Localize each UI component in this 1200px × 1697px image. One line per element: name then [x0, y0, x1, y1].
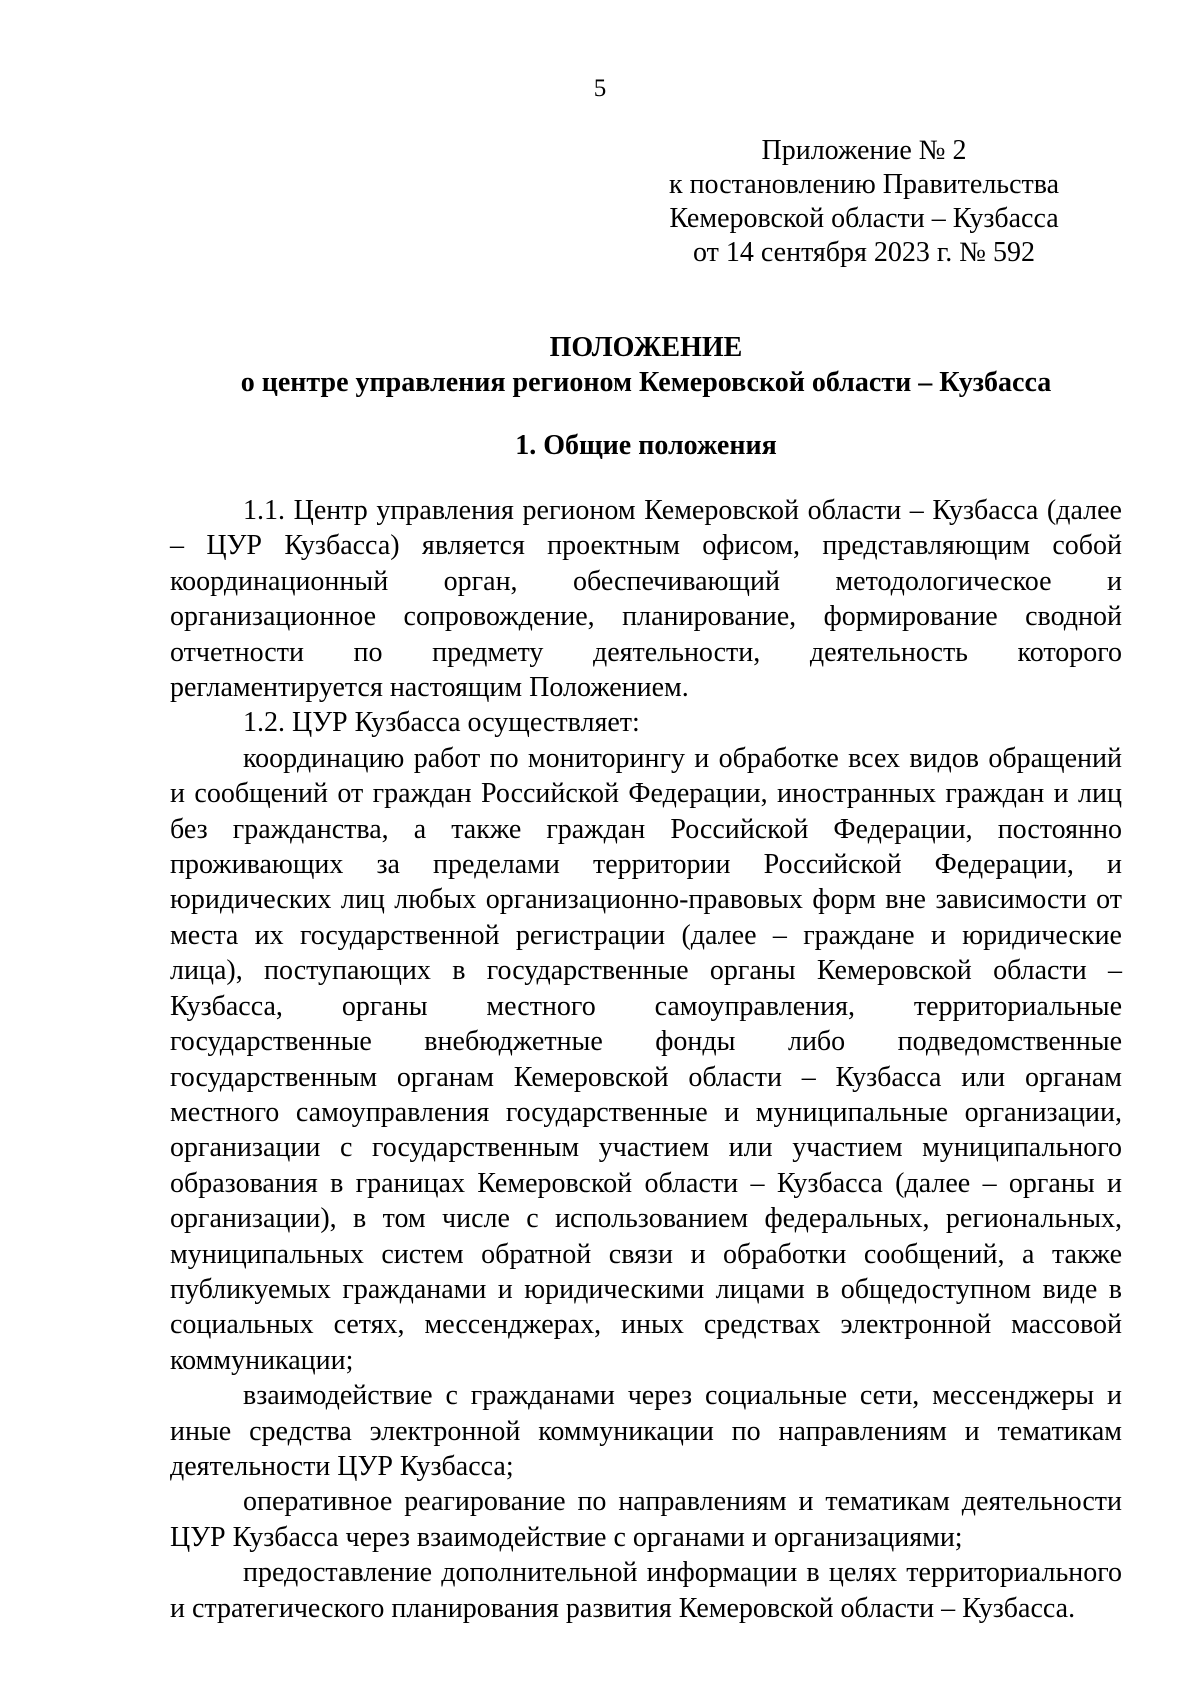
appendix-resolution: к постановлению Правительства [668, 169, 1060, 200]
appendix-region: Кемеровской области – Кузбасса [669, 203, 1059, 234]
appendix-number: Приложение № 2 [761, 135, 967, 166]
paragraph-coordination: координацию работ по мониторингу и обработке всех видов обращений и сообщений от граждан Российской Федерации, иностранных граждан и лиц без гражданства, а также граждан Российской Федерации, постоянно проживающих за пределами территории Российской Федерации, и юридических лиц любых организационно-правовых форм вне зависимости от места их государственной регистрации (далее – граждане и юридические лица), поступающих в государственные органы Кемеровской области – Кузбасса, органы местного самоуправления, территориальные государственные внебюджетные фонды либо подведомственные государственным органам Кемеровской области – Кузбасса или органам местного самоуправления государственные и муниципальные организации, организации с государственным участием или участием муниципального образования в границах Кемеровской области – Кузбасса (далее – органы и организации), в том числе с использованием федеральных, региональных, муниципальных систем обратной связи и обработки сообщений, а также публикуемых гражданами и юридическими лицами в общедоступном виде в социальных сетях, мессенджерах, иных средствах электронной массовой коммуникации; [170, 742, 1122, 1376]
section-heading: 1. Общие положения [515, 430, 777, 461]
paragraph-1-2: 1.2. ЦУР Кузбасса осуществляет: [243, 707, 640, 739]
paragraph-1-1: 1.1. Центр управления регионом Кемеровской области – Кузбасса (далее – ЦУР Кузбасса) является проектным офисом, представляющим собой координационный орган, обеспечивающий методологическое и организационное сопровождение, планирование, формирование сводной отчетности по предмету деятельности, деятельность которого регламентируется настоящим Положением. [170, 495, 1122, 704]
paragraph-response: оперативное реагирование по направлениям и тематикам деятельности ЦУР Кузбасса через взаимодействие с органами и организациями; [170, 1486, 1122, 1553]
document-body [170, 493, 1122, 1626]
appendix-date: от 14 сентября 2023 г. № 592 [693, 237, 1035, 268]
title-sub: о центре управления регионом Кемеровской области – Кузбасса [240, 367, 1052, 398]
title-main: ПОЛОЖЕНИЕ [549, 332, 743, 363]
page-number: 5 [593, 75, 607, 102]
paragraph-interaction: взаимодействие с гражданами через социальные сети, мессенджеры и иные средства электронной коммуникации по направлениям и тематикам деятельности ЦУР Кузбасса; [170, 1380, 1122, 1482]
document-title [170, 330, 1122, 400]
paragraph-information: предоставление дополнительной информации в целях территориального и стратегического планирования развития Кемеровской области – Кузбасса. [170, 1557, 1122, 1624]
appendix-reference [604, 134, 1124, 270]
